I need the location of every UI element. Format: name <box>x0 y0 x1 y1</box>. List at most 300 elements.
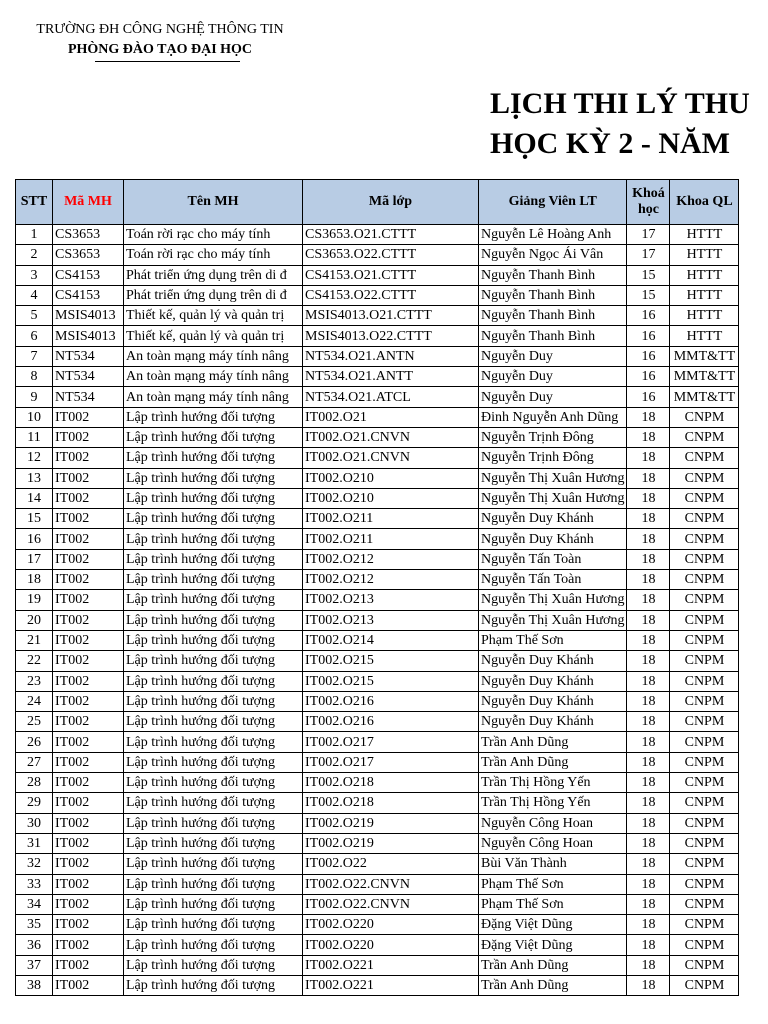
table-row <box>16 732 739 752</box>
cell-class-code: CS4153.O22.CTTT <box>303 285 479 305</box>
cell-class-code: NT534.O21.ATCL <box>303 387 479 407</box>
table-row <box>16 346 739 366</box>
cell-stt: 23 <box>16 671 53 691</box>
cell-cohort: 18 <box>627 813 670 833</box>
cell-course-name: Lập trình hướng đối tượng <box>124 468 303 488</box>
cell-faculty: CNPM <box>670 935 739 955</box>
cell-course-name: Lập trình hướng đối tượng <box>124 529 303 549</box>
cell-course-code: CS3653 <box>53 245 124 265</box>
cell-lecturer: Trần Anh Dũng <box>479 732 627 752</box>
col-header-cohort: Khoá học <box>627 180 670 225</box>
cell-cohort: 18 <box>627 509 670 529</box>
cell-cohort: 17 <box>627 245 670 265</box>
table-row <box>16 488 739 508</box>
title-line-2: HỌC KỲ 2 - NĂM <box>490 127 730 160</box>
cell-class-code: IT002.O21 <box>303 407 479 427</box>
table-row <box>16 326 739 346</box>
cell-course-name: Lập trình hướng đối tượng <box>124 448 303 468</box>
table-row <box>16 975 739 995</box>
cell-stt: 32 <box>16 854 53 874</box>
cell-stt: 5 <box>16 306 53 326</box>
cell-faculty: CNPM <box>670 732 739 752</box>
cell-course-name: Toán rời rạc cho máy tính <box>124 225 303 245</box>
cell-course-code: IT002 <box>53 610 124 630</box>
table-row <box>16 285 739 305</box>
cell-faculty: CNPM <box>670 793 739 813</box>
table-row <box>16 833 739 853</box>
col-header-course-name: Tên MH <box>124 180 303 225</box>
cell-faculty: CNPM <box>670 529 739 549</box>
table-row <box>16 590 739 610</box>
cell-course-code: IT002 <box>53 488 124 508</box>
cell-lecturer: Bùi Văn Thành <box>479 854 627 874</box>
cell-class-code: IT002.O22.CNVN <box>303 874 479 894</box>
table-row <box>16 387 739 407</box>
cell-faculty: CNPM <box>670 813 739 833</box>
cell-cohort: 18 <box>627 773 670 793</box>
cell-course-name: Lập trình hướng đối tượng <box>124 773 303 793</box>
cell-cohort: 16 <box>627 306 670 326</box>
cell-lecturer: Trần Thị Hồng Yến <box>479 773 627 793</box>
cell-class-code: IT002.O219 <box>303 813 479 833</box>
cell-cohort: 18 <box>627 975 670 995</box>
cell-cohort: 18 <box>627 407 670 427</box>
cell-course-name: Thiết kế, quản lý và quản trị <box>124 306 303 326</box>
cell-course-name: An toàn mạng máy tính nâng <box>124 387 303 407</box>
cell-faculty: CNPM <box>670 975 739 995</box>
cell-lecturer: Nguyễn Thị Xuân Hương <box>479 488 627 508</box>
cell-faculty: CNPM <box>670 610 739 630</box>
cell-faculty: CNPM <box>670 630 739 650</box>
table-row <box>16 935 739 955</box>
cell-course-name: Lập trình hướng đối tượng <box>124 955 303 975</box>
cell-class-code: IT002.O216 <box>303 691 479 711</box>
cell-course-code: NT534 <box>53 387 124 407</box>
cell-lecturer: Đặng Việt Dũng <box>479 935 627 955</box>
cell-course-name: Phát triển ứng dụng trên di đ <box>124 285 303 305</box>
cell-class-code: IT002.O221 <box>303 975 479 995</box>
col-header-course-code: Mã MH <box>53 180 124 225</box>
cell-course-name: Lập trình hướng đối tượng <box>124 427 303 447</box>
cell-course-name: Lập trình hướng đối tượng <box>124 630 303 650</box>
exam-schedule-table <box>15 179 739 996</box>
cell-class-code: IT002.O220 <box>303 915 479 935</box>
cell-stt: 26 <box>16 732 53 752</box>
table-row <box>16 752 739 772</box>
cell-cohort: 15 <box>627 285 670 305</box>
cell-faculty: HTTT <box>670 326 739 346</box>
cell-course-code: MSIS4013 <box>53 326 124 346</box>
department-underline <box>95 61 240 62</box>
cell-cohort: 15 <box>627 265 670 285</box>
table-row <box>16 427 739 447</box>
cell-lecturer: Nguyễn Thị Xuân Hương <box>479 610 627 630</box>
cell-class-code: MSIS4013.O22.CTTT <box>303 326 479 346</box>
cell-stt: 18 <box>16 570 53 590</box>
cell-cohort: 17 <box>627 225 670 245</box>
cell-faculty: CNPM <box>670 651 739 671</box>
cell-course-name: Lập trình hướng đối tượng <box>124 813 303 833</box>
cell-course-code: CS4153 <box>53 285 124 305</box>
cell-stt: 37 <box>16 955 53 975</box>
col-header-faculty: Khoa QL <box>670 180 739 225</box>
cell-cohort: 16 <box>627 387 670 407</box>
cell-class-code: IT002.O217 <box>303 752 479 772</box>
cell-course-name: Lập trình hướng đối tượng <box>124 671 303 691</box>
cell-course-code: IT002 <box>53 509 124 529</box>
col-header-lecturer: Giảng Viên LT <box>479 180 627 225</box>
table-row <box>16 630 739 650</box>
cell-stt: 38 <box>16 975 53 995</box>
cell-faculty: CNPM <box>670 691 739 711</box>
cell-course-code: IT002 <box>53 752 124 772</box>
cell-cohort: 16 <box>627 346 670 366</box>
cell-faculty: HTTT <box>670 306 739 326</box>
cell-faculty: CNPM <box>670 752 739 772</box>
cell-stt: 25 <box>16 712 53 732</box>
cell-course-code: IT002 <box>53 935 124 955</box>
cell-lecturer: Nguyễn Duy <box>479 346 627 366</box>
cell-faculty: CNPM <box>670 894 739 914</box>
cell-faculty: CNPM <box>670 915 739 935</box>
cell-faculty: CNPM <box>670 955 739 975</box>
cell-faculty: HTTT <box>670 245 739 265</box>
cell-course-code: NT534 <box>53 346 124 366</box>
cell-stt: 9 <box>16 387 53 407</box>
org-header <box>0 20 320 62</box>
cell-lecturer: Nguyễn Tấn Toàn <box>479 549 627 569</box>
cell-faculty: CNPM <box>670 509 739 529</box>
cell-stt: 29 <box>16 793 53 813</box>
col-header-stt: STT <box>16 180 53 225</box>
cell-course-name: Lập trình hướng đối tượng <box>124 549 303 569</box>
cell-stt: 24 <box>16 691 53 711</box>
cell-stt: 30 <box>16 813 53 833</box>
cell-cohort: 18 <box>627 488 670 508</box>
cell-lecturer: Nguyễn Công Hoan <box>479 813 627 833</box>
cell-faculty: CNPM <box>670 590 739 610</box>
cell-stt: 14 <box>16 488 53 508</box>
table-row <box>16 407 739 427</box>
cell-cohort: 16 <box>627 367 670 387</box>
cell-course-code: IT002 <box>53 427 124 447</box>
table-row <box>16 448 739 468</box>
table-row <box>16 813 739 833</box>
cell-stt: 34 <box>16 894 53 914</box>
cell-cohort: 18 <box>627 630 670 650</box>
cell-course-code: IT002 <box>53 570 124 590</box>
cell-stt: 28 <box>16 773 53 793</box>
cell-course-code: IT002 <box>53 732 124 752</box>
cell-cohort: 16 <box>627 326 670 346</box>
cell-lecturer: Nguyễn Duy Khánh <box>479 671 627 691</box>
cell-cohort: 18 <box>627 915 670 935</box>
cell-course-code: IT002 <box>53 793 124 813</box>
cell-stt: 22 <box>16 651 53 671</box>
cell-faculty: CNPM <box>670 833 739 853</box>
col-header-class-code: Mã lớp <box>303 180 479 225</box>
cell-course-code: IT002 <box>53 590 124 610</box>
cell-lecturer: Nguyễn Công Hoan <box>479 833 627 853</box>
cell-lecturer: Nguyễn Duy <box>479 387 627 407</box>
cell-lecturer: Nguyễn Ngọc Ái Vân <box>479 245 627 265</box>
cell-lecturer: Nguyễn Thanh Bình <box>479 306 627 326</box>
cell-course-code: NT534 <box>53 367 124 387</box>
cell-course-name: Lập trình hướng đối tượng <box>124 610 303 630</box>
cell-course-name: An toàn mạng máy tính nâng <box>124 367 303 387</box>
cell-faculty: MMT&TT <box>670 346 739 366</box>
cell-lecturer: Nguyễn Duy Khánh <box>479 691 627 711</box>
cell-faculty: CNPM <box>670 712 739 732</box>
cell-stt: 21 <box>16 630 53 650</box>
document-title <box>490 84 768 164</box>
cell-class-code: IT002.O212 <box>303 570 479 590</box>
table-row <box>16 712 739 732</box>
table-row <box>16 874 739 894</box>
cell-stt: 7 <box>16 346 53 366</box>
table-row <box>16 793 739 813</box>
table-row <box>16 955 739 975</box>
department-name: PHÒNG ĐÀO TẠO ĐẠI HỌC <box>67 42 253 57</box>
cell-stt: 27 <box>16 752 53 772</box>
cell-course-name: Lập trình hướng đối tượng <box>124 509 303 529</box>
table-row <box>16 570 739 590</box>
cell-cohort: 18 <box>627 793 670 813</box>
cell-lecturer: Nguyễn Thanh Bình <box>479 285 627 305</box>
cell-cohort: 18 <box>627 671 670 691</box>
table-row <box>16 549 739 569</box>
cell-course-code: IT002 <box>53 915 124 935</box>
cell-stt: 4 <box>16 285 53 305</box>
cell-course-name: Lập trình hướng đối tượng <box>124 894 303 914</box>
cell-class-code: CS3653.O21.CTTT <box>303 225 479 245</box>
cell-course-name: Lập trình hướng đối tượng <box>124 407 303 427</box>
cell-cohort: 18 <box>627 955 670 975</box>
cell-class-code: IT002.O21.CNVN <box>303 448 479 468</box>
cell-cohort: 18 <box>627 610 670 630</box>
cell-class-code: IT002.O21.CNVN <box>303 427 479 447</box>
cell-course-code: IT002 <box>53 712 124 732</box>
cell-class-code: IT002.O215 <box>303 671 479 691</box>
cell-faculty: CNPM <box>670 773 739 793</box>
cell-faculty: CNPM <box>670 448 739 468</box>
cell-course-code: IT002 <box>53 448 124 468</box>
cell-stt: 15 <box>16 509 53 529</box>
cell-cohort: 18 <box>627 712 670 732</box>
cell-course-code: IT002 <box>53 773 124 793</box>
cell-stt: 8 <box>16 367 53 387</box>
table-row <box>16 245 739 265</box>
cell-faculty: HTTT <box>670 225 739 245</box>
cell-course-name: Lập trình hướng đối tượng <box>124 854 303 874</box>
cell-class-code: IT002.O211 <box>303 509 479 529</box>
cell-course-name: An toàn mạng máy tính nâng <box>124 346 303 366</box>
cell-course-code: IT002 <box>53 833 124 853</box>
table-row <box>16 651 739 671</box>
cell-course-name: Lập trình hướng đối tượng <box>124 935 303 955</box>
cell-class-code: IT002.O215 <box>303 651 479 671</box>
cell-cohort: 18 <box>627 590 670 610</box>
cell-cohort: 18 <box>627 732 670 752</box>
cell-class-code: CS3653.O22.CTTT <box>303 245 479 265</box>
cell-cohort: 18 <box>627 894 670 914</box>
cell-lecturer: Nguyễn Duy Khánh <box>479 509 627 529</box>
table-row <box>16 509 739 529</box>
cell-course-code: IT002 <box>53 874 124 894</box>
table-body <box>16 225 739 996</box>
cell-stt: 20 <box>16 610 53 630</box>
cell-stt: 10 <box>16 407 53 427</box>
cell-faculty: MMT&TT <box>670 387 739 407</box>
cell-faculty: MMT&TT <box>670 367 739 387</box>
cell-course-code: IT002 <box>53 671 124 691</box>
cell-lecturer: Nguyễn Thanh Bình <box>479 265 627 285</box>
cell-class-code: IT002.O210 <box>303 468 479 488</box>
cell-lecturer: Phạm Thế Sơn <box>479 894 627 914</box>
cell-faculty: CNPM <box>670 468 739 488</box>
cell-course-name: Lập trình hướng đối tượng <box>124 590 303 610</box>
cell-lecturer: Đinh Nguyễn Anh Dũng <box>479 407 627 427</box>
cell-class-code: IT002.O220 <box>303 935 479 955</box>
cell-faculty: HTTT <box>670 265 739 285</box>
cell-faculty: CNPM <box>670 407 739 427</box>
cell-course-name: Lập trình hướng đối tượng <box>124 915 303 935</box>
cell-class-code: IT002.O213 <box>303 610 479 630</box>
cell-course-code: IT002 <box>53 468 124 488</box>
cell-class-code: MSIS4013.O21.CTTT <box>303 306 479 326</box>
cell-stt: 2 <box>16 245 53 265</box>
cell-course-code: IT002 <box>53 955 124 975</box>
cell-course-code: MSIS4013 <box>53 306 124 326</box>
table-row <box>16 367 739 387</box>
cell-faculty: CNPM <box>670 549 739 569</box>
table-row <box>16 529 739 549</box>
cell-course-name: Lập trình hướng đối tượng <box>124 570 303 590</box>
cell-class-code: NT534.O21.ANTT <box>303 367 479 387</box>
cell-class-code: NT534.O21.ANTN <box>303 346 479 366</box>
cell-stt: 11 <box>16 427 53 447</box>
cell-course-name: Lập trình hướng đối tượng <box>124 833 303 853</box>
cell-cohort: 18 <box>627 570 670 590</box>
table-row <box>16 691 739 711</box>
cell-stt: 1 <box>16 225 53 245</box>
cell-cohort: 18 <box>627 549 670 569</box>
cell-lecturer: Đặng Việt Dũng <box>479 915 627 935</box>
cell-lecturer: Trần Anh Dũng <box>479 752 627 772</box>
cell-lecturer: Nguyễn Duy Khánh <box>479 651 627 671</box>
cell-cohort: 18 <box>627 691 670 711</box>
cell-class-code: IT002.O217 <box>303 732 479 752</box>
cell-course-name: Lập trình hướng đối tượng <box>124 691 303 711</box>
cell-class-code: IT002.O216 <box>303 712 479 732</box>
cell-course-code: IT002 <box>53 975 124 995</box>
table-row <box>16 610 739 630</box>
cell-course-code: IT002 <box>53 854 124 874</box>
cell-stt: 19 <box>16 590 53 610</box>
cell-stt: 31 <box>16 833 53 853</box>
cell-stt: 13 <box>16 468 53 488</box>
cell-class-code: IT002.O211 <box>303 529 479 549</box>
cell-faculty: HTTT <box>670 285 739 305</box>
cell-class-code: CS4153.O21.CTTT <box>303 265 479 285</box>
cell-course-name: Lập trình hướng đối tượng <box>124 874 303 894</box>
table-row <box>16 265 739 285</box>
cell-class-code: IT002.O210 <box>303 488 479 508</box>
cell-course-code: IT002 <box>53 691 124 711</box>
table-header-row <box>16 180 739 225</box>
cell-course-code: IT002 <box>53 529 124 549</box>
cell-cohort: 18 <box>627 448 670 468</box>
title-line-1: LỊCH THI LÝ THU <box>490 87 750 120</box>
cell-class-code: IT002.O22 <box>303 854 479 874</box>
cell-lecturer: Phạm Thế Sơn <box>479 630 627 650</box>
cell-class-code: IT002.O218 <box>303 793 479 813</box>
cell-stt: 12 <box>16 448 53 468</box>
cell-faculty: CNPM <box>670 854 739 874</box>
cell-class-code: IT002.O221 <box>303 955 479 975</box>
cell-cohort: 18 <box>627 651 670 671</box>
cell-course-code: IT002 <box>53 813 124 833</box>
cell-course-code: IT002 <box>53 894 124 914</box>
cell-course-name: Lập trình hướng đối tượng <box>124 651 303 671</box>
cell-course-code: IT002 <box>53 549 124 569</box>
cell-faculty: CNPM <box>670 427 739 447</box>
table-row <box>16 671 739 691</box>
cell-lecturer: Trần Anh Dũng <box>479 955 627 975</box>
cell-lecturer: Nguyễn Tấn Toàn <box>479 570 627 590</box>
cell-class-code: IT002.O214 <box>303 630 479 650</box>
table-row <box>16 894 739 914</box>
cell-lecturer: Nguyễn Duy <box>479 367 627 387</box>
cell-course-code: CS4153 <box>53 265 124 285</box>
cell-lecturer: Nguyễn Duy Khánh <box>479 529 627 549</box>
cell-stt: 33 <box>16 874 53 894</box>
cell-course-name: Lập trình hướng đối tượng <box>124 488 303 508</box>
cell-lecturer: Phạm Thế Sơn <box>479 874 627 894</box>
cell-course-name: Lập trình hướng đối tượng <box>124 793 303 813</box>
cell-course-name: Phát triển ứng dụng trên di đ <box>124 265 303 285</box>
cell-course-name: Thiết kế, quản lý và quản trị <box>124 326 303 346</box>
cell-stt: 35 <box>16 915 53 935</box>
cell-course-code: IT002 <box>53 651 124 671</box>
cell-lecturer: Nguyễn Thị Xuân Hương <box>479 468 627 488</box>
table-row <box>16 225 739 245</box>
cell-lecturer: Nguyễn Trịnh Đông <box>479 427 627 447</box>
cell-lecturer: Trần Thị Hồng Yến <box>479 793 627 813</box>
cell-cohort: 18 <box>627 752 670 772</box>
table-row <box>16 915 739 935</box>
table-row <box>16 854 739 874</box>
cell-course-code: CS3653 <box>53 225 124 245</box>
university-name: TRƯỜNG ĐH CÔNG NGHỆ THÔNG TIN <box>36 22 284 37</box>
cell-course-name: Lập trình hướng đối tượng <box>124 712 303 732</box>
cell-class-code: IT002.O219 <box>303 833 479 853</box>
cell-faculty: CNPM <box>670 488 739 508</box>
cell-course-code: IT002 <box>53 407 124 427</box>
cell-lecturer: Trần Anh Dũng <box>479 975 627 995</box>
cell-cohort: 18 <box>627 935 670 955</box>
cell-stt: 6 <box>16 326 53 346</box>
cell-stt: 3 <box>16 265 53 285</box>
cell-lecturer: Nguyễn Lê Hoàng Anh <box>479 225 627 245</box>
table-row <box>16 468 739 488</box>
cell-stt: 17 <box>16 549 53 569</box>
cell-stt: 36 <box>16 935 53 955</box>
cell-course-code: IT002 <box>53 630 124 650</box>
cell-lecturer: Nguyễn Thanh Bình <box>479 326 627 346</box>
cell-cohort: 18 <box>627 874 670 894</box>
cell-class-code: IT002.O22.CNVN <box>303 894 479 914</box>
